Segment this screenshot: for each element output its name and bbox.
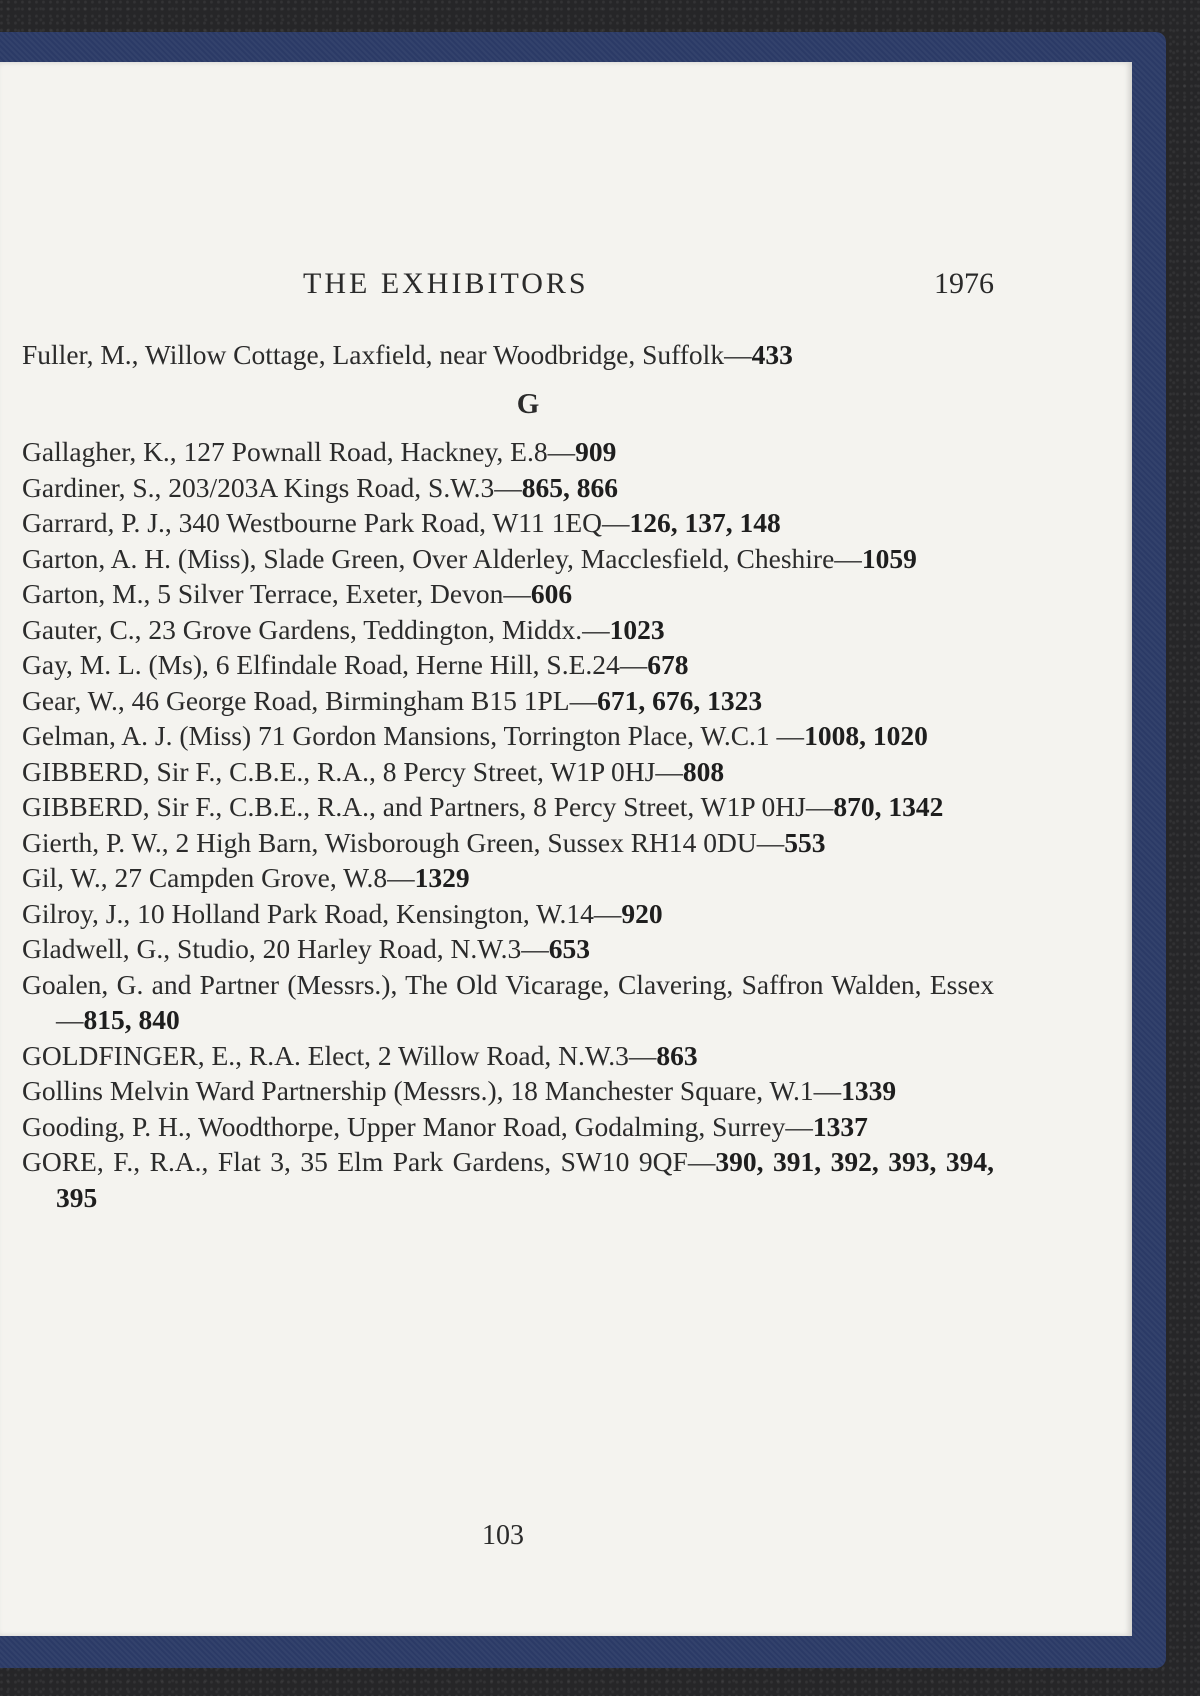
list-item xyxy=(22,505,994,541)
entry-text: Gil, W., 27 Campden Grove, W.8— xyxy=(22,862,415,893)
entry-numbers: 390, 391, 392, 393, 394, 395 xyxy=(56,1146,994,1213)
entry-text: Goalen, G. and Partner (Messrs.), The Old Vicarage, Clavering, Saffron Walden, Essex— xyxy=(22,968,994,1035)
list-item xyxy=(22,896,994,932)
list-item xyxy=(22,1073,994,1109)
entry-numbers: 865, 866 xyxy=(521,471,619,503)
entry-text: Gay, M. L. (Ms), 6 Elfindale Road, Herne Hill, S.E.24— xyxy=(22,649,648,680)
list-item xyxy=(22,931,994,967)
entry-text: Garrard, P. J., 340 Westbourne Park Road, W11 1EQ— xyxy=(22,507,630,538)
entry-numbers: 1339 xyxy=(841,1075,897,1106)
entry-numbers: 909 xyxy=(575,436,617,467)
list-item xyxy=(22,576,994,612)
book-page xyxy=(0,62,1132,1636)
list-item xyxy=(22,337,994,373)
entry-numbers: 671, 676, 1323 xyxy=(597,684,763,716)
entry-text: Gollins Melvin Ward Partnership (Messrs.), 18 Manchester Square, W.1— xyxy=(22,1075,842,1106)
entry-numbers: 1337 xyxy=(812,1110,868,1142)
list-item xyxy=(22,612,994,648)
entry-numbers: 1008, 1020 xyxy=(804,720,928,751)
entry-numbers: 815, 840 xyxy=(83,1004,180,1035)
list-item xyxy=(22,718,994,754)
exhibitor-list xyxy=(22,337,994,1215)
running-head-title: THE EXHIBITORS xyxy=(303,267,589,300)
list-item xyxy=(22,967,994,1038)
entry-numbers: 433 xyxy=(751,339,793,370)
entry-text: Gierth, P. W., 2 High Barn, Wisborough Green, Sussex RH14 0DU— xyxy=(22,826,785,858)
entry-numbers: 863 xyxy=(656,1039,698,1071)
entry-numbers: 1023 xyxy=(609,613,665,645)
entry-numbers: 808 xyxy=(682,755,725,787)
entry-text: Garton, A. H. (Miss), Slade Green, Over Alderley, Macclesfield, Cheshire— xyxy=(22,542,862,574)
entry-text: GIBBERD, Sir F., C.B.E., R.A., 8 Percy Street, W1P 0HJ— xyxy=(22,755,683,787)
entry-text: Gallagher, K., 127 Pownall Road, Hackney, E.8— xyxy=(22,436,576,467)
entry-text: GORE, F., R.A., Flat 3, 35 Elm Park Gardens, SW10 9QF— xyxy=(22,1146,716,1177)
entry-text: Gauter, C., 23 Grove Gardens, Teddington, Middx.— xyxy=(22,613,610,645)
entry-numbers: 870, 1342 xyxy=(833,791,944,822)
list-item xyxy=(22,683,994,719)
entry-numbers: 606 xyxy=(530,578,573,609)
entry-text: GIBBERD, Sir F., C.B.E., R.A., and Partners, 8 Percy Street, W1P 0HJ— xyxy=(22,791,834,822)
entry-numbers: 126, 137, 148 xyxy=(629,507,781,538)
list-item xyxy=(22,1038,994,1074)
entry-numbers: 1329 xyxy=(414,862,470,893)
entry-text: GOLDFINGER, E., R.A. Elect, 2 Willow Road, N.W.3— xyxy=(22,1039,657,1071)
list-item xyxy=(22,541,994,577)
entry-numbers: 553 xyxy=(784,826,826,858)
entry-text: Gladwell, G., Studio, 20 Harley Road, N.W.3— xyxy=(22,933,549,964)
entry-text: Gear, W., 46 George Road, Birmingham B15 1PL— xyxy=(22,684,598,716)
list-item xyxy=(22,1144,994,1215)
entry-text: Fuller, M., Willow Cottage, Laxfield, near Woodbridge, Suffolk— xyxy=(22,339,752,370)
list-item xyxy=(22,825,994,861)
list-item xyxy=(22,1109,994,1145)
list-item xyxy=(22,789,994,825)
list-item xyxy=(22,647,994,683)
entry-text: Gelman, A. J. (Miss) 71 Gordon Mansions, Torrington Place, W.C.1 — xyxy=(22,720,805,751)
entry-numbers: 653 xyxy=(548,933,591,964)
running-head xyxy=(0,267,1000,307)
section-letter: G xyxy=(516,387,540,420)
list-item xyxy=(22,860,994,896)
page-number: 103 xyxy=(482,1520,524,1551)
list-item xyxy=(22,434,994,470)
running-head-year: 1976 xyxy=(934,267,994,300)
entry-text: Garton, M., 5 Silver Terrace, Exeter, Devon— xyxy=(22,578,531,609)
entry-numbers: 1059 xyxy=(861,542,917,574)
entry-numbers: 678 xyxy=(647,649,689,680)
list-item xyxy=(22,754,994,790)
entry-text: Gardiner, S., 203/203A Kings Road, S.W.3— xyxy=(22,471,522,503)
entry-text: Gooding, P. H., Woodthorpe, Upper Manor Road, Godalming, Surrey— xyxy=(22,1110,813,1142)
entry-numbers: 920 xyxy=(621,897,663,929)
entry-text: Gilroy, J., 10 Holland Park Road, Kensington, W.14— xyxy=(22,897,622,929)
list-item xyxy=(22,470,994,506)
